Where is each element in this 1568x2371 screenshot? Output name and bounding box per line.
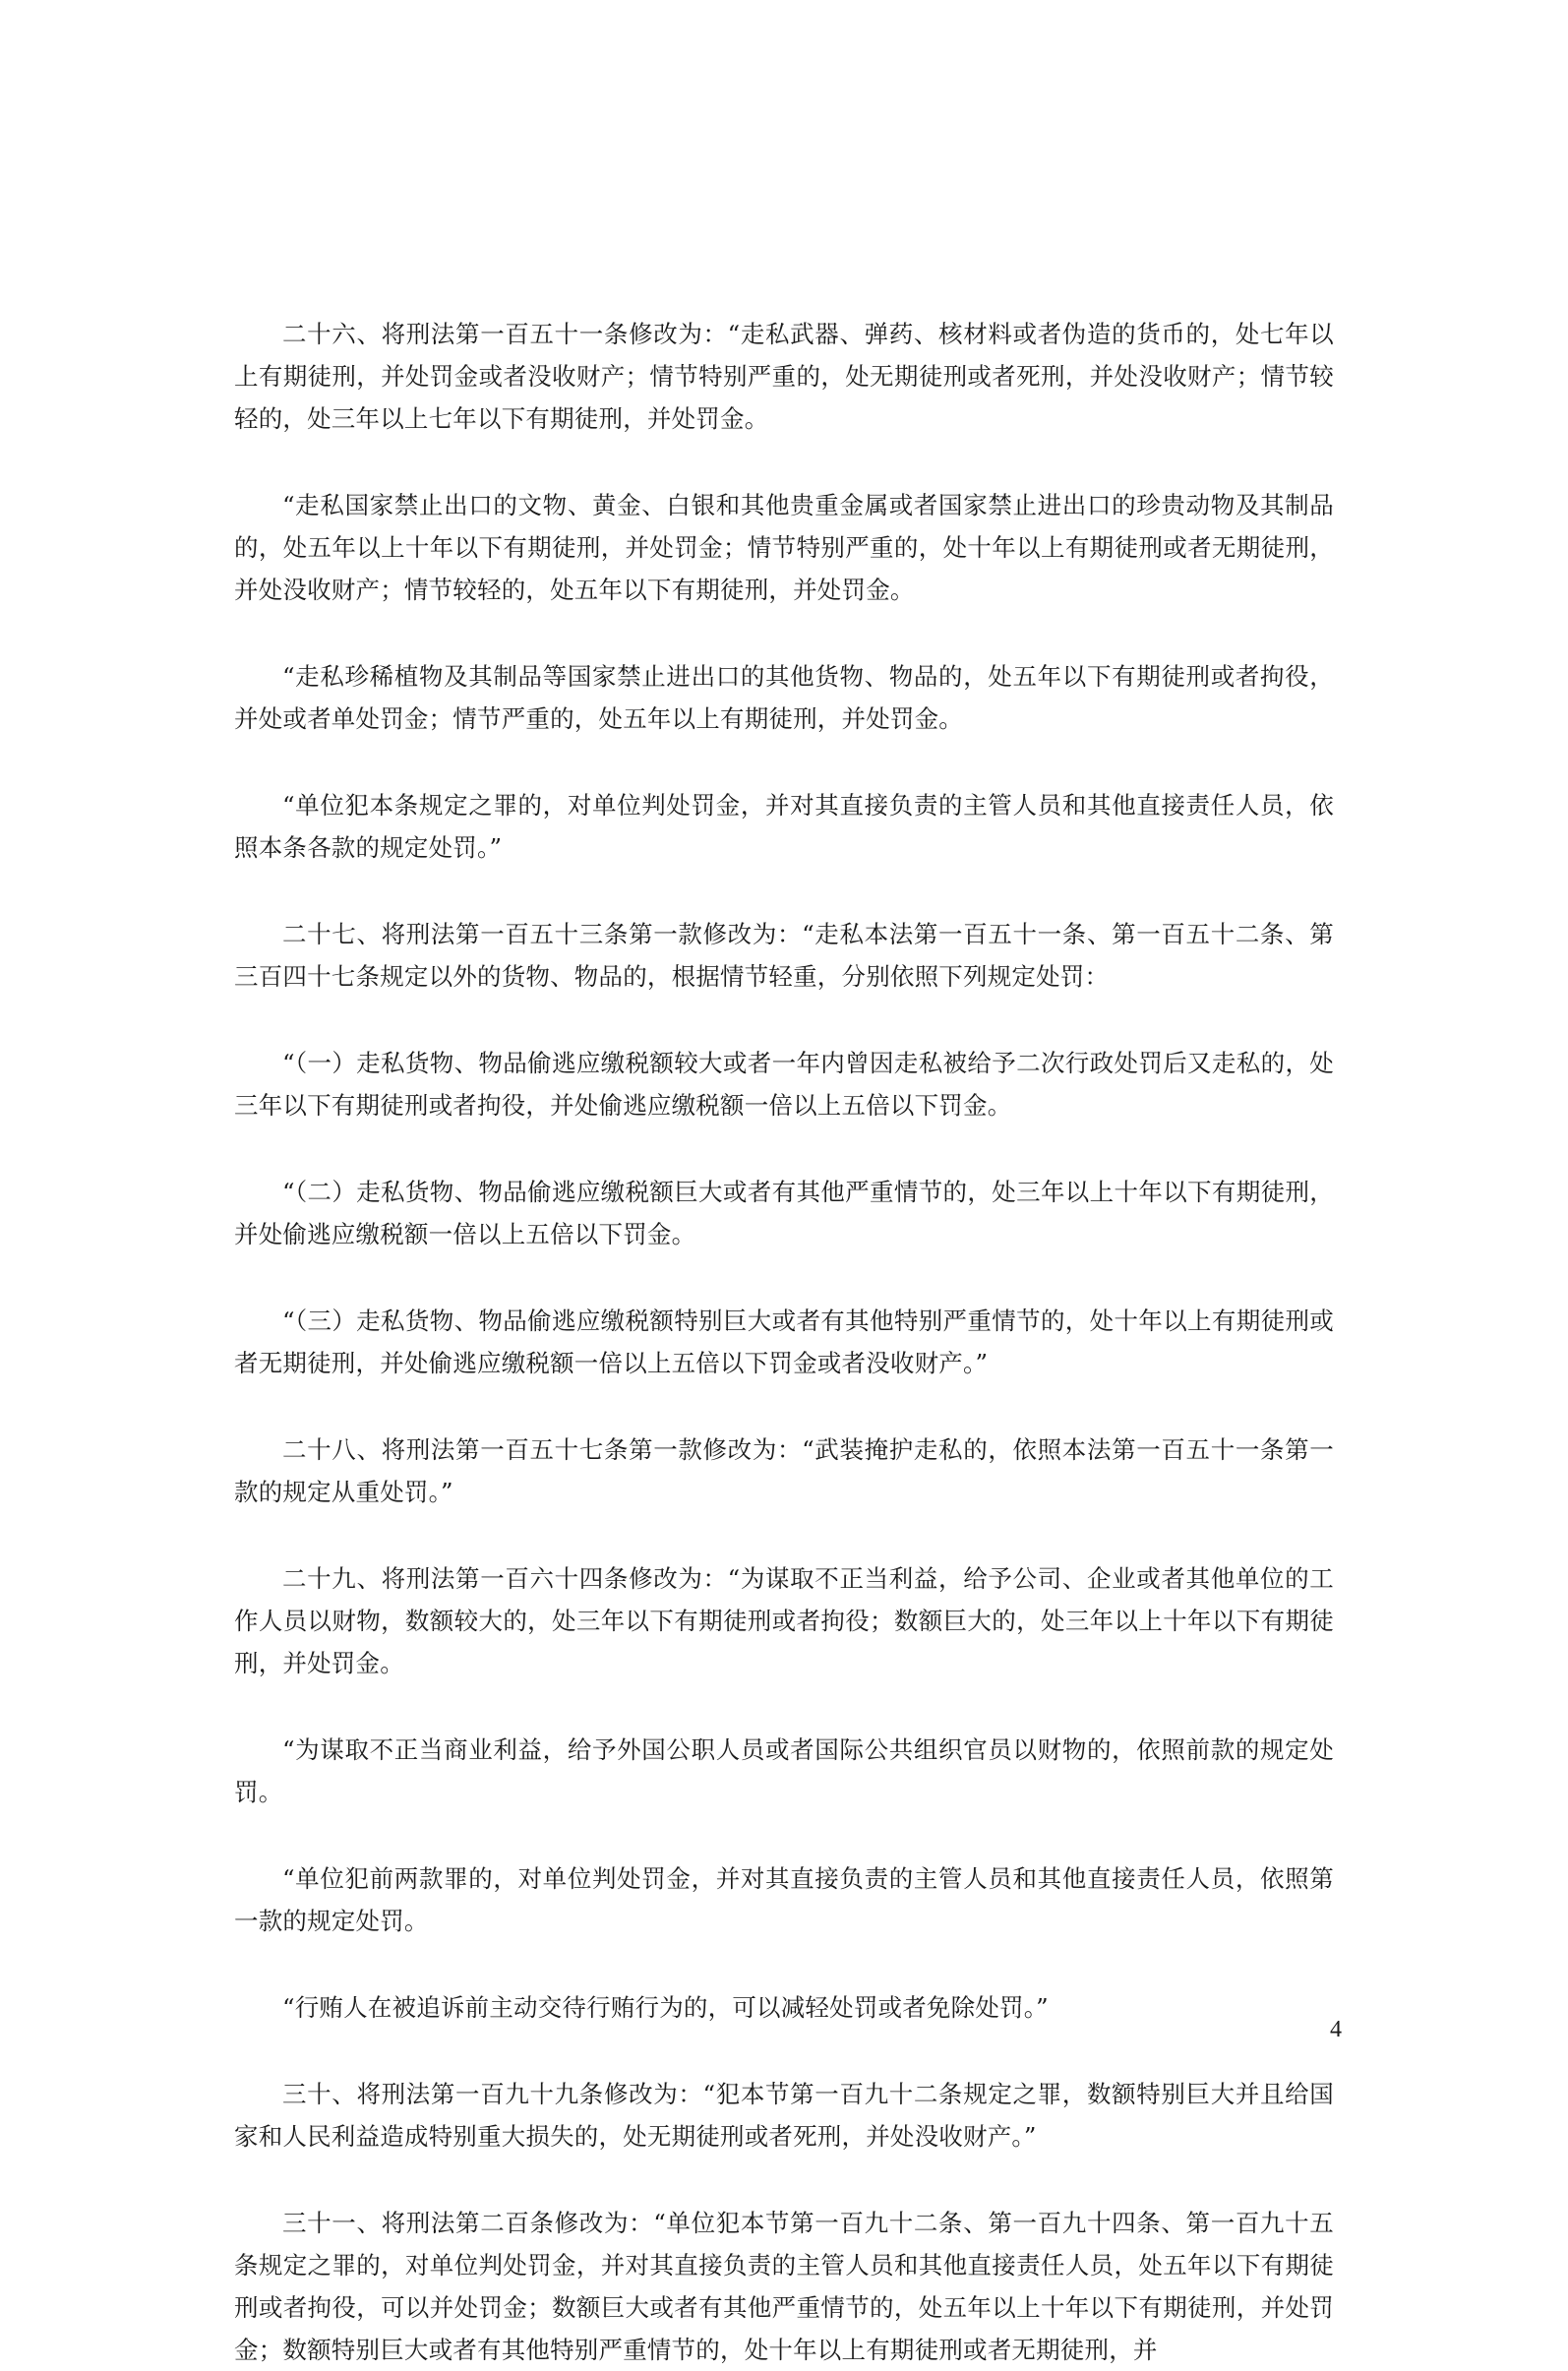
paragraph-article-27: 二十七、将刑法第一百五十三条第一款修改为：“走私本法第一百五十一条、第一百五十二条、第三百四十七条规定以外的货物、物品的，根据情节轻重，分别依照下列规定处罚： <box>234 920 1334 991</box>
paragraph-article-29-clause-3: “单位犯前两款罪的，对单位判处罚金，并对其直接负责的主管人员和其他直接责任人员，依照第一款的规定处罚。 <box>234 1864 1334 1935</box>
paragraph-article-29: 二十九、将刑法第一百六十四条修改为：“为谋取不正当利益，给予公司、企业或者其他单位的工作人员以财物，数额较大的，处三年以下有期徒刑或者拘役；数额巨大的，处三年以上十年以下有期徒刑，并处罚金。 <box>234 1564 1334 1677</box>
page-number: 4 <box>1330 2017 1342 2042</box>
paragraph-article-29-clause-2: “为谋取不正当商业利益，给予外国公职人员或者国际公共组织官员以财物的，依照前款的规定处罚。 <box>234 1735 1334 1806</box>
paragraph-article-26-clause-2: “走私国家禁止出口的文物、黄金、白银和其他贵重金属或者国家禁止进出口的珍贵动物及其制品的，处五年以上十年以下有期徒刑，并处罚金；情节特别严重的，处十年以上有期徒刑或者无期徒刑，并处没收财产；情节较轻的，处五年以下有期徒刑，并处罚金。 <box>234 491 1334 604</box>
document-body <box>234 313 1334 2371</box>
paragraph-article-26: 二十六、将刑法第一百五十一条修改为：“走私武器、弹药、核材料或者伪造的货币的，处七年以上有期徒刑，并处罚金或者没收财产；情节特别严重的，处无期徒刑或者死刑，并处没收财产；情节较轻的，处三年以上七年以下有期徒刑，并处罚金。 <box>234 320 1334 433</box>
paragraph-article-27-item-1: “（一）走私货物、物品偷逃应缴税额较大或者一年内曾因走私被给予二次行政处罚后又走私的，处三年以下有期徒刑或者拘役，并处偷逃应缴税额一倍以上五倍以下罚金。 <box>234 1049 1334 1120</box>
paragraph-article-27-item-3: “（三）走私货物、物品偷逃应缴税额特别巨大或者有其他特别严重情节的，处十年以上有期徒刑或者无期徒刑，并处偷逃应缴税额一倍以上五倍以下罚金或者没收财产。” <box>234 1307 1334 1377</box>
paragraph-article-29-clause-4: “行贿人在被追诉前主动交待行贿行为的，可以减轻处罚或者免除处罚。” <box>282 1993 1049 2022</box>
paragraph-article-26-clause-4: “单位犯本条规定之罪的，对单位判处罚金，并对其直接负责的主管人员和其他直接责任人员，依照本条各款的规定处罚。” <box>234 791 1334 862</box>
paragraph-article-26-clause-3: “走私珍稀植物及其制品等国家禁止进出口的其他货物、物品的，处五年以下有期徒刑或者拘役，并处或者单处罚金；情节严重的，处五年以上有期徒刑，并处罚金。 <box>234 662 1334 733</box>
paragraph-article-28: 二十八、将刑法第一百五十七条第一款修改为：“武装掩护走私的，依照本法第一百五十一条第一款的规定从重处罚。” <box>234 1435 1334 1506</box>
paragraph-article-31: 三十一、将刑法第二百条修改为：“单位犯本节第一百九十二条、第一百九十四条、第一百九十五条规定之罪的，对单位判处罚金，并对其直接负责的主管人员和其他直接责任人员，处五年以下有期徒刑或者拘役，可以并处罚金；数额巨大或者有其他严重情节的，处五年以上十年以下有期徒刑，并处罚金；数额特别巨大或者有其他特别严重情节的，处十年以上有期徒刑或者无期徒刑，并 <box>234 2209 1334 2364</box>
paragraph-article-30: 三十、将刑法第一百九十九条修改为：“犯本节第一百九十二条规定之罪，数额特别巨大并且给国家和人民利益造成特别重大损失的，处无期徒刑或者死刑，并处没收财产。” <box>234 2080 1334 2151</box>
paragraph-article-27-item-2: “（二）走私货物、物品偷逃应缴税额巨大或者有其他严重情节的，处三年以上十年以下有期徒刑，并处偷逃应缴税额一倍以上五倍以下罚金。 <box>234 1178 1334 1248</box>
